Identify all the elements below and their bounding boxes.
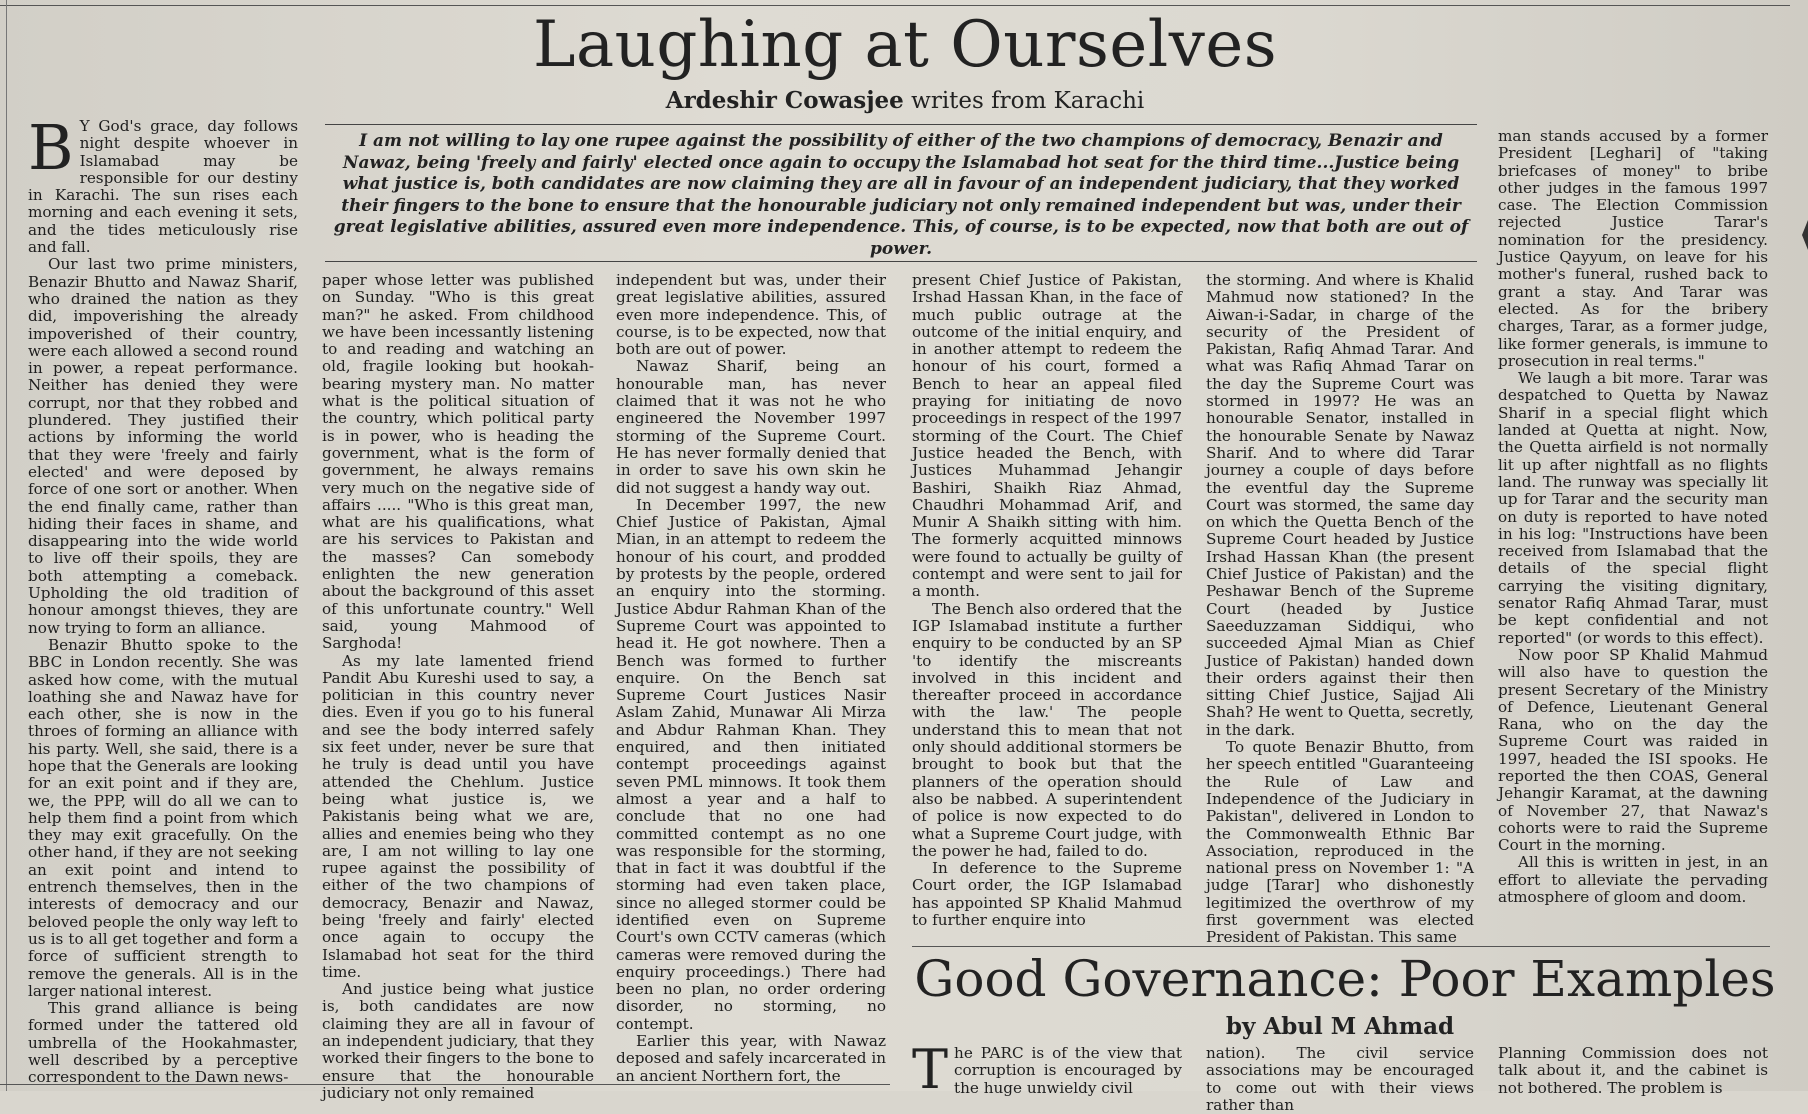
second-article-column-3: Planning Commission does not talk about it, and the cabinet is not bothered. The problem is: [1498, 1044, 1768, 1097]
pull-quote: I am not willing to lay one rupee against the possibility of either of the two champions of democracy, Benazir and Nawaz, being 'freely and fairly' elected once again to occupy the Islamabad hot seat for the third time...Justice being what justice is, both candidates are now claiming they are all in favour of an independent judiciary, that they worked their fingers to the bone to ensure that the honourable judiciary not only remained independent but was, under their great legislative abilities, assured even more independence. This, of course, is to be expected, now that both are out of power.: [325, 124, 1477, 262]
article-column-4: [912, 272, 1182, 937]
drop-cap: B: [28, 111, 74, 184]
column-paragraph: In deference to the Supreme Court order, the IGP Islamabad has appointed SP Khalid Mahmud to further enquire into: [912, 859, 1182, 929]
second-article-column-2: nation). The civil service associations may be encouraged to come out with their views rather than: [1206, 1044, 1474, 1114]
article-headline: Laughing at Ourselves: [532, 8, 1278, 82]
byline-author: Ardeshir Cowasjee: [665, 87, 904, 114]
article-column-1: [28, 111, 298, 1087]
column-paragraph: Now poor SP Khalid Mahmud will also have to question the present Secretary of the Ministry of Defence, Lieutenant General Rana, who on the day the Supreme Court was raided in 1997, headed the ISI spooks. He reported the then COAS, General Jehangir Karamat, at the dawning of November 27, that Nawaz's cohorts were to raid the Supreme Court in the morning.: [1498, 645, 1768, 855]
column-paragraph: In December 1997, the new Chief Justice of Pakistan, Ajmal Mian, in an attempt to redeem the honour of his court, and prodded by protests by the people, ordered an enquiry into the storming. Justice Abdur Rahman Khan of the Supreme Court was appointed to head it. He got nowhere. Then a Bench was formed to further enquire. On the Bench sat Supreme Court Justices Nasir Aslam Zahid, Munawar Ali Mirza and Abdur Rahman Khan. They enquired, and then initiated contempt proceedings against seven PML minnows. It took them almost a year and a half to conclude that no one had committed contempt as no one was responsible for the storming, that in fact it was doubtful if the storming had even taken place, since no alleged stormer could be identified even on Supreme Court's own CCTV cameras (which cameras were removed during the enquiry proceedings.) There had been no plan, no order ordering disorder, no storming, no contempt.: [616, 495, 886, 1033]
column-paragraph: present Chief Justice of Pakistan, Irshad Hassan Khan, in the face of much public outrage at the outcome of the initial enquiry, and in another attempt to redeem the honour of his court, formed a Bench to hear an appeal filed praying for initiating de novo proceedings in respect of the 1997 storming of the Court. The Chief Justice headed the Bench, with Justices Muhammad Jehangir Bashiri, Shaikh Riaz Ahmad, Chaudhri Mohammad Arif, and Munir A Shaikh sitting with him. The formerly acquitted minnows were found to actually be guilty of contempt and were sent to jail for a month.: [912, 271, 1182, 601]
column-paragraph: the storming. And where is Khalid Mahmud now stationed? In the Aiwan-i-Sadar, in charge of the security of the President of Pakistan, Rafiq Ahmad Tarar. And what was Rafiq Ahmad Tarar on the day the Supreme Court was stormed in 1997? He was an honourable Senator, installed in the honourable Senate by Nawaz Sharif. And to where did Tarar journey a couple of days before the eventful day the Supreme Court was stormed, the same day on which the Quetta Bench of the Supreme Court headed by Justice Irshad Hassan Khan (the present Chief Justice of Pakistan) and the Peshawar Bench of the Supreme Court (headed by Justice Saeeduzzaman Siddiqui, who succeeded Ajmal Mian as Chief Justice of Pakistan) handed down their orders against their then sitting Chief Justice, Sajjad Ali Shah? He went to Quetta, secretly, in the dark.: [1206, 271, 1474, 739]
left-margin-rule: [6, 0, 7, 1091]
column-paragraph: This grand alliance is being formed under the tattered old umbrella of the Hookahmaster, well described by a perceptive correspondent to the Dawn news-: [28, 999, 298, 1087]
second-article-headline: Good Governance: Poor Examples: [914, 950, 1776, 1008]
column-paragraph: We laugh a bit more. Tarar was despatched to Quetta by Nawaz Sharif in a special flight which landed at Quetta at night. Now, the Quetta airfield is not normally lit up after nightfall as no flights land. The runway was specially lit up for Tarar and the security man on duty is reported to have noted in his log: "Instructions have been received from Islamabad that the details of the special flight carrying the visiting dignitary, senator Rafiq Ahmad Tarar, must be kept confidential and not reported" (or words to this effect).: [1498, 369, 1768, 647]
column-paragraph: Benazir Bhutto spoke to the BBC in London recently. She was asked how come, with the mutual loathing she and Nawaz have for each other, she is now in the throes of forming an alliance with his party. Well, she said, there is a hope that the Generals are looking for an exit point and if they are, we, the PPP, will do all we can to help them find a point from which they may exit gracefully. On the other hand, if they are not seeking an exit point and intend to entrench themselves, then in the interests of democracy and our beloved people the only way left to us is to all get together and form a force of sufficient strength to remove the generals. All is in the larger national interest.: [28, 635, 298, 1000]
second-article-column-1: The PARC is of the view that corruption is encouraged by the huge unwieldy civil: [912, 1038, 1182, 1101]
column-paragraph: man stands accused by a former President [Leghari] of "taking briefcases of money" to bribe other judges in the famous 1997 case. The Election Commission rejected Justice Tarar's nomination for the presidency. Justice Qayyum, on leave for his mother's funeral, rushed back to grant a stay. And Tarar was elected. As for the bribery charges, Tarar, as a former judge, like former generals, is immune to prosecution in real terms.": [1498, 127, 1768, 370]
second-article-byline: by Abul M Ahmad: [1225, 1013, 1455, 1040]
column-paragraph: As my late lamented friend Pandit Abu Kureshi used to say, a politician in this country never dies. Even if you go to his funeral and see the body interred safely six feet under, never be sure that he truly is dead until you have attended the Chehlum. Justice being what justice is, we Pakistanis being what we are, allies and enemies being who they are, I am not willing to lay one rupee against the possibility of either of the two champions of democracy, Benazir and Nawaz, being 'freely and fairly' elected once again to occupy the Islamabad hot seat for the third time.: [322, 651, 594, 981]
column-paragraph: And justice being what justice is, both candidates are now claiming they are all in favour of an independent judiciary, that they worked their fingers to the bone to ensure that the honourable judiciary not only remained: [322, 980, 594, 1102]
column-paragraph: B Y God's grace, day follows night despite whoever in Islamabad may be responsible for our destiny in Karachi. The sun rises each morning and each evening it sets, and the tides meticulously rise and fall.: [28, 111, 298, 257]
byline-location: writes from Karachi: [911, 88, 1145, 114]
column-paragraph: independent but was, under their great legislative abilities, assured even more independence. This, of course, is to be expected, now that both are out of power.: [616, 271, 886, 359]
article-byline: [560, 86, 1250, 116]
drop-cap: T: [912, 1038, 949, 1101]
column-paragraph: All this is written in jest, in an effort to alleviate the pervading atmosphere of gloom and doom.: [1498, 853, 1768, 907]
article-column-6: [1498, 128, 1768, 938]
column-paragraph: Earlier this year, with Nawaz deposed and safely incarcerated in an ancient Northern fort, the: [616, 1032, 886, 1085]
article-column-5: [1206, 271, 1474, 947]
section-divider: [912, 946, 1770, 947]
article-column-3: [616, 271, 886, 1085]
column-paragraph: paper whose letter was published on Sunday. "Who is this great man?" he asked. From childhood we have been incessantly listening to and reading and watching an old, fragile looking but hookah-bearing mystery man. No matter what is the political situation of the country, which political party is in power, who is heading the government, what is the form of government, he always remains very much on the negative side of affairs ..... "Who is this great man, what are his qualifications, what are his services to Pakistan and the masses? Can somebody enlighten the new generation about the background of this asset of this unfortunate country." Well said, young Mahmood of Sarghoda!: [322, 271, 594, 653]
column-paragraph: Our last two prime ministers, Benazir Bhutto and Nawaz Sharif, who drained the nation as they did, impoverishing the already impoverished of their country, were each allowed a second round in power, a repeat performance. Neither has denied they were corrupt, nor that they robbed and plundered. They justified their actions by informing the world that they were 'freely and fairly elected' and were deposed by force of one sort or another. When the end finally came, rather than hiding their faces in shame, and disappearing into the wide world to live off their spoils, they are both attempting a comeback. Upholding the old tradition of honour amongst thieves, they are now trying to form an alliance.: [28, 255, 298, 637]
column-paragraph: Nawaz Sharif, being an honourable man, has never claimed that it was not he who engineered the November 1997 storming of the Supreme Court. He has never formally denied that in order to save his own skin he did not suggest a handy way out.: [616, 357, 886, 497]
column-paragraph: To quote Benazir Bhutto, from her speech entitled "Guaranteeing the Rule of Law and Independence of the Judiciary in Pakistan", delivered in London to the Commonwealth Ethnic Bar Association, reproduced in the national press on November 1: "A judge [Tarar] who dishonestly legitimized the overthrow of my first government was elected President of Pakistan. This same: [1206, 738, 1474, 947]
article-column-2: [322, 271, 594, 1102]
page-edge-mark: [1802, 220, 1808, 250]
column-paragraph: The Bench also ordered that the IGP Islamabad institute a further enquiry to be conducted by an SP 'to identify the miscreants involved in this incident and thereafter proceed in accordance with the law.' The people understand this to mean that not only should additional stormers be brought to book but that the planners of the operation should also be nabbed. A superintendent of police is now expected to do what a Supreme Court judge, with the power he had, failed to do.: [912, 599, 1182, 860]
bottom-rule: [0, 1084, 890, 1085]
